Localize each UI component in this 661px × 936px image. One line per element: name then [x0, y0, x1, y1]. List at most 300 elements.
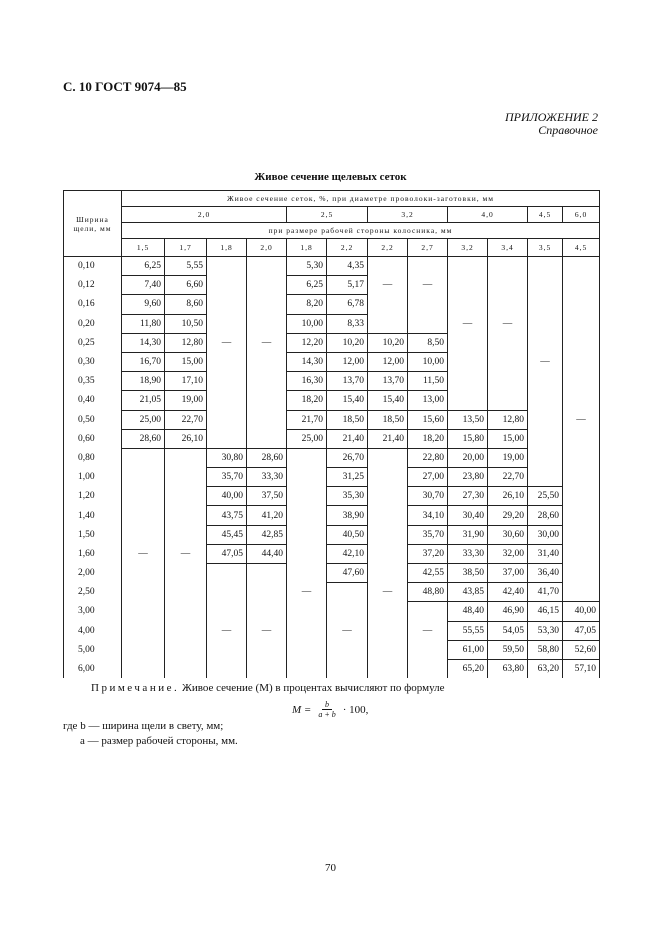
formula	[292, 700, 368, 719]
value-cell: 13,70	[368, 372, 408, 391]
value-cell: 14,30	[122, 333, 165, 352]
empty-cell	[563, 295, 600, 314]
empty-cell	[528, 276, 563, 295]
width-cell: 0,25	[64, 333, 122, 352]
empty-cell	[368, 621, 408, 640]
value-cell: 18,20	[408, 429, 448, 448]
dash-cell: —	[528, 352, 563, 371]
table-row	[64, 276, 600, 295]
empty-cell	[165, 487, 207, 506]
value-cell: 17,10	[165, 372, 207, 391]
formula-denominator: a + b	[318, 710, 336, 719]
empty-cell	[207, 372, 247, 391]
side-header: 1,8	[287, 239, 327, 257]
value-cell: 20,00	[448, 448, 488, 467]
empty-cell	[563, 391, 600, 410]
value-cell: 13,50	[448, 410, 488, 429]
width-cell: 0,50	[64, 410, 122, 429]
empty-cell	[247, 564, 287, 583]
value-cell: 59,50	[488, 640, 528, 659]
width-cell: 0,12	[64, 276, 122, 295]
table-row	[64, 314, 600, 333]
table-row	[64, 525, 600, 544]
value-cell: 31,40	[528, 544, 563, 563]
empty-cell	[165, 468, 207, 487]
empty-cell	[207, 257, 247, 276]
empty-cell	[207, 295, 247, 314]
width-column-header: Ширина щели, мм	[64, 191, 122, 257]
value-cell: 57,10	[563, 659, 600, 678]
table-row	[64, 352, 600, 371]
table-row	[64, 333, 600, 352]
empty-cell	[247, 257, 287, 276]
formula-rhs: · 100,	[342, 703, 369, 716]
empty-cell	[247, 352, 287, 371]
empty-cell	[122, 602, 165, 621]
width-cell: 1,40	[64, 506, 122, 525]
value-cell: 21,05	[122, 391, 165, 410]
empty-cell	[408, 295, 448, 314]
width-cell: 3,00	[64, 602, 122, 621]
empty-cell	[287, 506, 327, 525]
empty-cell	[207, 640, 247, 659]
width-cell: 0,35	[64, 372, 122, 391]
empty-cell	[165, 583, 207, 602]
empty-cell	[327, 583, 368, 602]
width-cell: 0,20	[64, 314, 122, 333]
empty-cell	[563, 314, 600, 333]
dash-cell: —	[368, 583, 408, 602]
value-cell: 38,90	[327, 506, 368, 525]
table-row	[64, 544, 600, 563]
empty-cell	[207, 276, 247, 295]
empty-cell	[165, 448, 207, 467]
value-cell: 52,60	[563, 640, 600, 659]
dash-cell: —	[165, 544, 207, 563]
appendix-label	[505, 111, 598, 137]
value-cell: 47,05	[563, 621, 600, 640]
value-cell: 31,90	[448, 525, 488, 544]
dash-cell: —	[247, 621, 287, 640]
empty-cell	[247, 372, 287, 391]
empty-cell	[247, 602, 287, 621]
definition-b: где b — ширина щели в свету, мм;	[63, 720, 224, 732]
value-cell: 47,05	[207, 544, 247, 563]
empty-cell	[563, 525, 600, 544]
empty-cell	[368, 257, 408, 276]
value-cell: 33,30	[247, 468, 287, 487]
empty-cell	[287, 659, 327, 678]
value-cell: 9,60	[122, 295, 165, 314]
side-header: 2,2	[368, 239, 408, 257]
table-row	[64, 468, 600, 487]
dash-cell: —	[368, 276, 408, 295]
formula-fraction	[315, 700, 338, 719]
table-body	[64, 257, 600, 679]
value-cell: 15,40	[368, 391, 408, 410]
empty-cell	[122, 583, 165, 602]
empty-cell	[247, 410, 287, 429]
side-caption: при размере рабочей стороны колосника, мм	[122, 223, 600, 239]
dash-cell: —	[207, 621, 247, 640]
value-cell: 12,00	[327, 352, 368, 371]
dash-cell: —	[488, 314, 528, 333]
value-cell: 26,10	[165, 429, 207, 448]
side-header: 2,7	[408, 239, 448, 257]
side-header-row	[64, 239, 600, 257]
empty-cell	[488, 333, 528, 352]
empty-cell	[327, 659, 368, 678]
table-row	[64, 295, 600, 314]
empty-cell	[368, 640, 408, 659]
table-row	[64, 372, 600, 391]
empty-cell	[368, 468, 408, 487]
value-cell: 25,00	[287, 429, 327, 448]
dash-cell: —	[247, 333, 287, 352]
note	[91, 682, 445, 694]
empty-cell	[563, 352, 600, 371]
value-cell: 12,20	[287, 333, 327, 352]
side-header: 1,5	[122, 239, 165, 257]
value-cell: 29,20	[488, 506, 528, 525]
empty-cell	[122, 448, 165, 467]
empty-cell	[528, 372, 563, 391]
value-cell: 14,30	[287, 352, 327, 371]
diameter-header: 3,2	[368, 207, 448, 223]
table-row	[64, 583, 600, 602]
width-cell: 5,00	[64, 640, 122, 659]
value-cell: 12,80	[165, 333, 207, 352]
value-cell: 10,00	[287, 314, 327, 333]
value-cell: 6,78	[327, 295, 368, 314]
value-cell: 21,40	[327, 429, 368, 448]
empty-cell	[488, 372, 528, 391]
empty-cell	[563, 257, 600, 276]
empty-cell	[528, 448, 563, 467]
value-cell: 23,80	[448, 468, 488, 487]
value-cell: 63,20	[528, 659, 563, 678]
diameter-header: 4,5	[528, 207, 563, 223]
empty-cell	[122, 659, 165, 678]
value-cell: 11,80	[122, 314, 165, 333]
empty-cell	[207, 659, 247, 678]
value-cell: 36,40	[528, 564, 563, 583]
empty-cell	[247, 429, 287, 448]
side-header: 1,7	[165, 239, 207, 257]
width-cell: 0,16	[64, 295, 122, 314]
value-cell: 40,00	[563, 602, 600, 621]
side-header: 2,0	[247, 239, 287, 257]
dash-cell: —	[408, 276, 448, 295]
empty-cell	[247, 659, 287, 678]
value-cell: 42,55	[408, 564, 448, 583]
empty-cell	[528, 295, 563, 314]
table-row	[64, 640, 600, 659]
value-cell: 54,05	[488, 621, 528, 640]
empty-cell	[247, 314, 287, 333]
formula-numerator: b	[322, 700, 332, 710]
empty-cell	[368, 295, 408, 314]
empty-cell	[122, 621, 165, 640]
width-cell: 0,80	[64, 448, 122, 467]
side-header: 3,5	[528, 239, 563, 257]
empty-cell	[408, 314, 448, 333]
value-cell: 42,85	[247, 525, 287, 544]
value-cell: 5,55	[165, 257, 207, 276]
empty-cell	[368, 487, 408, 506]
empty-cell	[122, 487, 165, 506]
table-row	[64, 621, 600, 640]
value-cell: 5,30	[287, 257, 327, 276]
empty-cell	[165, 525, 207, 544]
empty-cell	[448, 333, 488, 352]
empty-cell	[287, 621, 327, 640]
value-cell: 27,30	[448, 487, 488, 506]
empty-cell	[207, 410, 247, 429]
value-cell: 30,80	[207, 448, 247, 467]
table-row	[64, 391, 600, 410]
empty-cell	[528, 429, 563, 448]
diameter-header: 6,0	[563, 207, 600, 223]
width-cell: 2,00	[64, 564, 122, 583]
empty-cell	[528, 391, 563, 410]
value-cell: 35,30	[327, 487, 368, 506]
value-cell: 30,70	[408, 487, 448, 506]
value-cell: 26,70	[327, 448, 368, 467]
empty-cell	[122, 525, 165, 544]
value-cell: 42,10	[327, 544, 368, 563]
empty-cell	[247, 276, 287, 295]
value-cell: 10,20	[327, 333, 368, 352]
value-cell: 8,60	[165, 295, 207, 314]
empty-cell	[448, 372, 488, 391]
empty-cell	[287, 468, 327, 487]
empty-cell	[408, 257, 448, 276]
value-cell: 30,00	[528, 525, 563, 544]
value-cell: 8,33	[327, 314, 368, 333]
value-cell: 15,40	[327, 391, 368, 410]
empty-cell	[563, 448, 600, 467]
empty-cell	[165, 564, 207, 583]
value-cell: 7,40	[122, 276, 165, 295]
empty-cell	[563, 468, 600, 487]
dash-cell: —	[207, 333, 247, 352]
value-cell: 22,70	[488, 468, 528, 487]
value-cell: 35,70	[207, 468, 247, 487]
value-cell: 42,40	[488, 583, 528, 602]
empty-cell	[488, 276, 528, 295]
diameter-header: 2,0	[122, 207, 287, 223]
value-cell: 44,40	[247, 544, 287, 563]
value-cell: 6,25	[287, 276, 327, 295]
empty-cell	[327, 602, 368, 621]
definition-a: a — размер рабочей стороны, мм.	[80, 735, 238, 747]
empty-cell	[563, 276, 600, 295]
empty-cell	[207, 391, 247, 410]
empty-cell	[287, 525, 327, 544]
empty-cell	[448, 295, 488, 314]
value-cell: 43,85	[448, 583, 488, 602]
empty-cell	[368, 544, 408, 563]
value-cell: 26,10	[488, 487, 528, 506]
value-cell: 35,70	[408, 525, 448, 544]
value-cell: 16,70	[122, 352, 165, 371]
diameter-header-row	[64, 207, 600, 223]
value-cell: 13,00	[408, 391, 448, 410]
value-cell: 4,35	[327, 257, 368, 276]
width-cell: 0,10	[64, 257, 122, 276]
side-header: 3,4	[488, 239, 528, 257]
dash-cell: —	[408, 621, 448, 640]
empty-cell	[563, 429, 600, 448]
value-cell: 15,00	[165, 352, 207, 371]
empty-cell	[122, 564, 165, 583]
empty-cell	[327, 640, 368, 659]
value-cell: 37,20	[408, 544, 448, 563]
width-cell: 0,30	[64, 352, 122, 371]
value-cell: 33,30	[448, 544, 488, 563]
empty-cell	[488, 257, 528, 276]
width-cell: 0,40	[64, 391, 122, 410]
empty-cell	[207, 564, 247, 583]
value-cell: 65,20	[448, 659, 488, 678]
empty-cell	[122, 506, 165, 525]
table-title: Живое сечение щелевых сеток	[254, 171, 407, 183]
value-cell: 18,50	[327, 410, 368, 429]
value-cell: 12,00	[368, 352, 408, 371]
appendix-subtitle: Справочное	[538, 123, 598, 137]
value-cell: 46,90	[488, 602, 528, 621]
value-cell: 40,00	[207, 487, 247, 506]
dash-cell: —	[287, 583, 327, 602]
width-cell: 1,00	[64, 468, 122, 487]
page-number: 70	[325, 862, 336, 874]
value-cell: 15,80	[448, 429, 488, 448]
group-header: Живое сечение сеток, %, при диаметре проволоки-заготовки, мм	[122, 191, 600, 207]
value-cell: 32,00	[488, 544, 528, 563]
formula-lhs: М =	[292, 703, 312, 716]
value-cell: 55,55	[448, 621, 488, 640]
empty-cell	[247, 391, 287, 410]
empty-cell	[448, 257, 488, 276]
value-cell: 28,60	[528, 506, 563, 525]
width-cell: 4,00	[64, 621, 122, 640]
table-row	[64, 659, 600, 678]
width-cell: 1,20	[64, 487, 122, 506]
value-cell: 22,80	[408, 448, 448, 467]
empty-cell	[368, 659, 408, 678]
value-cell: 6,60	[165, 276, 207, 295]
empty-cell	[368, 602, 408, 621]
value-cell: 11,50	[408, 372, 448, 391]
empty-cell	[448, 391, 488, 410]
empty-cell	[528, 314, 563, 333]
value-cell: 18,50	[368, 410, 408, 429]
value-cell: 13,70	[327, 372, 368, 391]
value-cell: 41,70	[528, 583, 563, 602]
empty-cell	[165, 506, 207, 525]
empty-cell	[165, 621, 207, 640]
width-cell: 1,50	[64, 525, 122, 544]
empty-cell	[488, 295, 528, 314]
value-cell: 18,20	[287, 391, 327, 410]
empty-cell	[368, 506, 408, 525]
empty-cell	[563, 372, 600, 391]
value-cell: 25,00	[122, 410, 165, 429]
value-cell: 19,00	[488, 448, 528, 467]
note-text: Живое сечение (М) в процентах вычисляют по формуле	[179, 682, 445, 694]
value-cell: 10,00	[408, 352, 448, 371]
value-cell: 16,30	[287, 372, 327, 391]
side-header: 4,5	[563, 239, 600, 257]
value-cell: 63,80	[488, 659, 528, 678]
empty-cell	[528, 410, 563, 429]
empty-cell	[528, 333, 563, 352]
value-cell: 18,90	[122, 372, 165, 391]
value-cell: 8,50	[408, 333, 448, 352]
empty-cell	[165, 640, 207, 659]
value-cell: 30,40	[448, 506, 488, 525]
value-cell: 15,00	[488, 429, 528, 448]
value-cell: 15,60	[408, 410, 448, 429]
side-header: 3,2	[448, 239, 488, 257]
note-label: Примечание.	[91, 682, 180, 694]
side-header: 2,2	[327, 239, 368, 257]
empty-cell	[528, 468, 563, 487]
value-cell: 6,25	[122, 257, 165, 276]
value-cell: 5,17	[327, 276, 368, 295]
empty-cell	[448, 352, 488, 371]
value-cell: 12,80	[488, 410, 528, 429]
value-cell: 46,15	[528, 602, 563, 621]
empty-cell	[122, 468, 165, 487]
empty-cell	[287, 544, 327, 563]
empty-cell	[287, 564, 327, 583]
document-header: С. 10 ГОСТ 9074—85	[63, 79, 187, 94]
empty-cell	[528, 257, 563, 276]
value-cell: 25,50	[528, 487, 563, 506]
value-cell: 53,30	[528, 621, 563, 640]
dash-cell: —	[327, 621, 368, 640]
empty-cell	[368, 314, 408, 333]
value-cell: 10,20	[368, 333, 408, 352]
dash-cell: —	[122, 544, 165, 563]
value-cell: 21,40	[368, 429, 408, 448]
value-cell: 45,45	[207, 525, 247, 544]
table-row	[64, 602, 600, 621]
value-cell: 28,60	[122, 429, 165, 448]
empty-cell	[368, 564, 408, 583]
empty-cell	[287, 602, 327, 621]
value-cell: 48,80	[408, 583, 448, 602]
empty-cell	[287, 487, 327, 506]
value-cell: 40,50	[327, 525, 368, 544]
value-cell: 41,20	[247, 506, 287, 525]
value-cell: 37,50	[247, 487, 287, 506]
empty-cell	[488, 391, 528, 410]
value-cell: 48,40	[448, 602, 488, 621]
width-cell: 2,50	[64, 583, 122, 602]
empty-cell	[207, 352, 247, 371]
empty-cell	[368, 448, 408, 467]
empty-cell	[165, 659, 207, 678]
value-cell: 19,00	[165, 391, 207, 410]
empty-cell	[563, 487, 600, 506]
empty-cell	[165, 602, 207, 621]
value-cell: 27,00	[408, 468, 448, 487]
empty-cell	[408, 640, 448, 659]
diameter-header: 2,5	[287, 207, 368, 223]
